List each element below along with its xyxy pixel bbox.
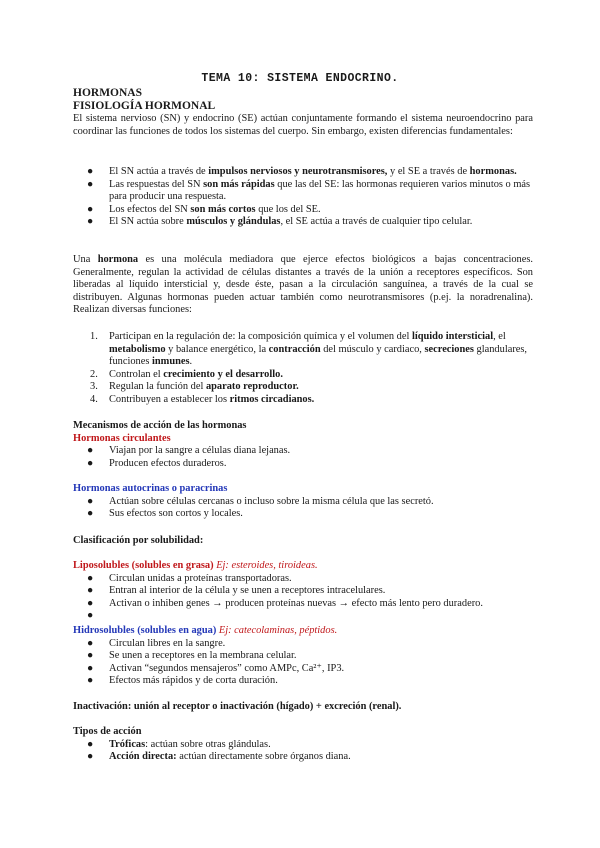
item-bold: hormonas. bbox=[469, 166, 517, 177]
item-text: Los efectos del SN bbox=[109, 203, 191, 215]
list-item bbox=[73, 739, 533, 752]
item-text: Regulan la función del bbox=[109, 381, 206, 393]
item-text: Activan “segundos mensajeros” como AMPc, Ca²⁺, IP3. bbox=[109, 662, 345, 674]
inactivacion-section bbox=[73, 701, 533, 714]
list-item bbox=[73, 445, 533, 458]
circulantes-heading: Hormonas circulantes bbox=[73, 432, 171, 444]
item-text: Participan en la regulación de: la composición química y el volumen del bbox=[109, 331, 412, 342]
item-text: Controlan el bbox=[109, 368, 164, 380]
bullet-icon: ● bbox=[87, 508, 94, 520]
bullet-icon: ● bbox=[87, 572, 94, 584]
bullet-icon: ● bbox=[87, 738, 94, 750]
list-item bbox=[73, 675, 533, 688]
mecanismos-heading: Mecanismos de acción de las hormonas bbox=[73, 420, 247, 431]
bullet-icon: ● bbox=[87, 675, 94, 687]
list-item bbox=[73, 573, 533, 586]
list-item bbox=[73, 179, 533, 204]
bullet-icon: ● bbox=[87, 597, 94, 609]
item-text: del músculo y cardiaco, bbox=[320, 343, 425, 355]
item-bold: crecimiento y el desarrollo. bbox=[163, 368, 283, 380]
item-text: que los del SE. bbox=[255, 203, 321, 215]
item-text: y el SE a través de bbox=[387, 166, 470, 177]
item-text: Contribuyen a establecer los bbox=[109, 393, 230, 405]
tipos-heading: Tipos de acción bbox=[73, 726, 142, 737]
item-bold: inmunes bbox=[152, 356, 190, 368]
numbered-item bbox=[73, 381, 533, 394]
bullet-icon: ● bbox=[87, 650, 94, 662]
item-text: , el SE actúa a través de cualquier tipo celular. bbox=[280, 216, 473, 228]
list-item bbox=[73, 638, 533, 651]
liposolubles-section bbox=[73, 560, 533, 622]
clasificacion-heading: Clasificación por solubilidad: bbox=[73, 535, 204, 546]
item-text: y balance energético, la bbox=[165, 343, 269, 355]
autocrinas-heading: Hormonas autocrinas o paracrinas bbox=[73, 483, 228, 494]
list-item bbox=[73, 650, 533, 663]
item-bold: Acción directa: bbox=[109, 751, 177, 763]
item-bold: ritmos circadianos. bbox=[229, 393, 315, 405]
item-bold: líquido intersticial bbox=[411, 331, 494, 342]
numbered-item bbox=[73, 369, 533, 382]
list-item bbox=[73, 166, 533, 179]
page-title: TEMA 10: SISTEMA ENDOCRINO. bbox=[201, 72, 399, 85]
item-number: 3. bbox=[90, 381, 98, 393]
fisiologia-heading: FISIOLOGÍA HORMONAL bbox=[73, 100, 216, 112]
liposolubles-title: Liposolubles (solubles en grasa) Ej: esteroides, tiroideas. bbox=[73, 560, 318, 571]
funciones-list bbox=[73, 331, 533, 407]
item-text: Circulan libres en la sangre. bbox=[109, 637, 226, 649]
bullet-icon: ● bbox=[87, 610, 94, 622]
bullet-icon: ● bbox=[87, 445, 94, 457]
item-bold: contracción bbox=[268, 343, 321, 355]
bullet-icon: ● bbox=[87, 585, 94, 597]
autocrinas-section bbox=[73, 483, 533, 521]
clasificacion-section bbox=[73, 535, 533, 548]
list-item bbox=[73, 598, 533, 611]
intro-paragraph: El sistema nervioso (SN) y endocrino (SE) actúan conjuntamente formando el sistema neuroendocrino para coordinar las funciones de todos los sistemas del cuerpo. Sin embargo, existen diferencias fundamentales: bbox=[73, 113, 533, 137]
bullet-icon: ● bbox=[87, 662, 94, 674]
bullet-icon: ● bbox=[87, 203, 94, 215]
item-text: glandulares, funciones bbox=[109, 343, 528, 368]
item-text: Actúan sobre células cercanas o incluso sobre la misma célula que las secretó. bbox=[109, 495, 434, 507]
item-text: Las respuestas del SN bbox=[109, 178, 204, 190]
item-text: Efectos más rápidos y de corta duración. bbox=[109, 675, 278, 687]
item-bold: metabolismo bbox=[109, 343, 166, 355]
item-bold: Tróficas bbox=[109, 738, 146, 750]
bullet-icon: ● bbox=[87, 637, 94, 649]
item-text: Se unen a receptores en la membrana celular. bbox=[109, 650, 297, 662]
bullet-icon: ● bbox=[87, 178, 94, 190]
list-item bbox=[73, 585, 533, 598]
list-item bbox=[73, 458, 533, 471]
hidrosolubles-section bbox=[73, 625, 533, 688]
intro-section bbox=[73, 87, 533, 138]
item-text: que las del SE: las hormonas requieren varios minutos o más para producir una respuesta. bbox=[109, 178, 531, 203]
hormonas-heading: HORMONAS bbox=[73, 87, 142, 99]
item-text: El SN actúa a través de bbox=[109, 166, 209, 177]
item-text: Producen efectos duraderos. bbox=[109, 457, 227, 469]
item-number: 1. bbox=[90, 331, 98, 342]
hidrosolubles-title: Hidrosolubles (solubles en agua) Ej: catecolaminas, péptidos. bbox=[73, 625, 338, 636]
list-item bbox=[73, 663, 533, 676]
item-text: El SN actúa sobre bbox=[109, 216, 187, 228]
bullet-icon: ● bbox=[87, 495, 94, 507]
item-bold: músculos y glándulas bbox=[186, 216, 281, 228]
item-text: Activan o inhiben genes → producen proteínas nuevas → efecto más lento pero duradero. bbox=[109, 597, 483, 609]
item-bold: impulsos nerviosos y neurotransmisores, bbox=[208, 166, 388, 177]
item-bold: son más rápidas bbox=[203, 178, 275, 190]
item-bold: son más cortos bbox=[190, 203, 256, 215]
bullet-icon: ● bbox=[87, 216, 94, 228]
inactivacion-text: Inactivación: unión al receptor o inactivación (hígado) + excreción (renal). bbox=[73, 701, 402, 712]
numbered-item bbox=[73, 394, 533, 407]
item-bold: aparato reproductor. bbox=[205, 381, 299, 393]
list-item bbox=[73, 751, 533, 764]
item-text: : actúan sobre otras glándulas. bbox=[145, 738, 271, 750]
item-text: Sus efectos son cortos y locales. bbox=[109, 508, 243, 520]
tipos-section bbox=[73, 726, 533, 764]
item-text: . bbox=[189, 356, 193, 368]
item-bold: secreciones bbox=[424, 343, 474, 355]
item-text: Viajan por la sangre a células diana lejanas. bbox=[109, 445, 291, 457]
list-item bbox=[73, 216, 533, 229]
list-item bbox=[73, 496, 533, 509]
mecanismos-section bbox=[73, 420, 533, 470]
list-item bbox=[73, 508, 533, 521]
numbered-item bbox=[73, 331, 533, 369]
diferencias-list bbox=[73, 166, 533, 229]
item-text: Circulan unidas a proteínas transportadoras. bbox=[109, 572, 292, 584]
item-text: , el bbox=[493, 331, 506, 342]
bullet-icon: ● bbox=[87, 457, 94, 469]
hormona-definition: Una hormona es una molécula mediadora que ejerce efectos biológicos a bajas concentraciones. Generalmente, regulan la actividad de células distantes a través de la unión a receptores específicos. Son liberadas al líquido intersticial y, desde éste, pasan a la circulación sanguínea, a través de la cual se distribuyen. Algunas hormonas pueden actuar también como neurotransmisores (p.ej. la noradrenalina). Realizan diversas funciones: bbox=[73, 254, 533, 316]
item-number: 2. bbox=[90, 368, 98, 380]
bullet-icon: ● bbox=[87, 751, 94, 763]
bullet-icon: ● bbox=[87, 166, 94, 177]
hormona-term: hormona bbox=[97, 254, 139, 265]
item-text: actúan directamente sobre órganos diana. bbox=[176, 751, 351, 763]
item-number: 4. bbox=[90, 393, 98, 405]
list-item bbox=[73, 204, 533, 217]
item-text: Entran al interior de la célula y se unen a receptores intracelulares. bbox=[109, 585, 386, 597]
